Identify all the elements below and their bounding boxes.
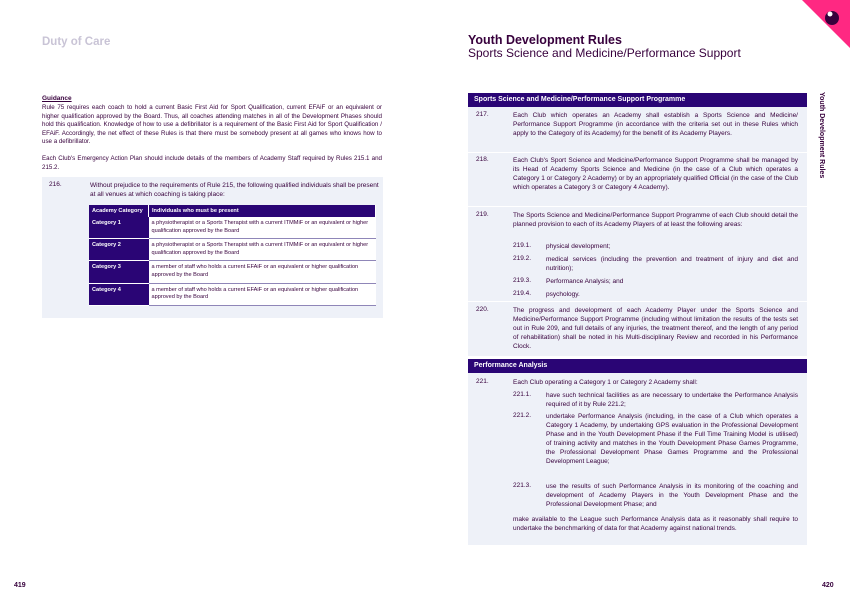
right-page-title: Youth Development Rules xyxy=(468,33,622,47)
right-page-subtitle: Sports Science and Medicine/Performance Support xyxy=(468,46,741,60)
table-row xyxy=(89,217,376,239)
table-cell-category: Category 1 xyxy=(89,217,149,239)
table-cell-individuals: a member of staff who holds a current EFAiF or an equivalent or higher qualification approved by the Board xyxy=(149,283,376,305)
left-page-title: Duty of Care xyxy=(42,36,111,48)
list-item-number: 219.3. xyxy=(513,277,532,284)
rule-221-tail-text: make available to the League such Performance Analysis data as it reasonably shall require to undertake the benchmarking of data for that Academy against national trends. xyxy=(513,516,798,532)
left-page-number: 419 xyxy=(14,582,26,589)
list-item-number: 221.1. xyxy=(513,391,532,398)
divider xyxy=(468,206,807,207)
rule-219-text: The Sports Science and Medicine/Performance Support Programme of each Club should detail the planned provision to each of its Academy Players of at least the following areas: xyxy=(513,212,798,228)
list-item-number: 219.2. xyxy=(513,255,532,262)
list-item: psychology. xyxy=(546,291,580,298)
divider xyxy=(468,301,807,302)
divider xyxy=(468,152,807,153)
side-label-text: Youth Development Rules xyxy=(818,92,825,179)
rule-219-number: 219. xyxy=(476,211,489,218)
rule-218-number: 218. xyxy=(476,156,489,163)
corner-logo-icon xyxy=(790,0,850,48)
rule-217-text: Each Club which operates an Academy shall establish a Sports Science and Medicine/ Performance Support Programme (in accordance with the criteria set out in these Rules which apply to the Category of its Academy) for the benefit of its Academy Players. xyxy=(513,112,798,137)
section-heading-performance-analysis: Performance Analysis xyxy=(468,359,807,373)
rule-216-number: 216. xyxy=(49,181,62,188)
rule-218-text: Each Club's Sport Science and Medicine/Performance Support Programme shall be managed by its Head of Academy Sports Science and Medicine (in the case of a Club which operates a Category 1 or Category 2 Academy) or by an appropriately qualified Official (in the case of the Club which operates a Category 3 or Category 4 Academy). xyxy=(513,157,798,191)
rule-216-text: Without prejudice to the requirements of Rule 215, the following qualified individuals shall be present at all venues at which coaching is taking place: xyxy=(90,182,379,198)
side-label xyxy=(818,92,838,292)
rule-217-number: 217. xyxy=(476,111,489,118)
section-heading-programme: Sports Science and Medicine/Performance Support Programme xyxy=(468,93,807,107)
list-item-number: 221.2. xyxy=(513,412,532,419)
guidance-paragraph-1: Rule 75 requires each coach to hold a current Basic First Aid for Sport Qualification, current EFAiF or an equivalent or higher qualification approved by the Board. Thus, all coaches attending matches in all of the Development Phases should hold this qualification. Knowledge of how to use a defibrillator is a requirement of the Basic First Aid for Sport Qualification / EFAiF. Accordingly, the net effect of these Rules is that there must be somebody present at all games who knows how to use a defibrillator. xyxy=(42,104,382,146)
list-item-number: 219.4. xyxy=(513,290,532,297)
list-item-number: 221.3. xyxy=(513,482,532,489)
qualification-table xyxy=(89,205,376,306)
right-page-number: 420 xyxy=(822,582,834,589)
rule-220-number: 220. xyxy=(476,306,489,313)
rule-220-text: The progress and development of each Academy Player under the Sports Science and Medicine/Performance Support Programme (including without limitation the results of the tests set out in Rule 209, and full details of any injuries, the treatment thereof, and the length of any period of rehabilitation) shall be noted in his Multi-disciplinary Review and recorded in his Performance Clock. xyxy=(513,307,798,350)
table-cell-individuals: a member of staff who holds a current EFAiF or an equivalent or higher qualification approved by the Board xyxy=(149,261,376,283)
list-item: undertake Performance Analysis (including, in the case of a Club which operates a Category 1 Academy, by undertaking GPS evaluation in the Professional Development Phase and in the Youth Development Phase if the Full Time Training Model is utilised) of training activity and matches in the Youth Development Phase Games Programme, the Professional Development Phase Games Programme and the Professional Development League; xyxy=(546,413,798,465)
table-cell-category: Category 3 xyxy=(89,261,149,283)
table-header-category: Academy Category xyxy=(89,205,149,217)
rule-221-number: 221. xyxy=(476,378,489,385)
table-header-row xyxy=(89,205,376,217)
table-row xyxy=(89,239,376,261)
list-item: use the results of such Performance Analysis in its monitoring of the coaching and development of Academy Players in the Youth Development Phase and the Professional Development Phase; and xyxy=(546,483,798,508)
table-cell-individuals: a physiotherapist or a Sports Therapist with a current ITMMiF or an equivalent or higher qualification approved by the Board xyxy=(149,217,376,239)
list-item: have such technical facilities as are necessary to undertake the Performance Analysis required of it by Rule 221.2; xyxy=(546,392,798,408)
list-item: physical development; xyxy=(546,243,611,250)
guidance-heading: Guidance xyxy=(42,95,72,102)
table-cell-category: Category 2 xyxy=(89,239,149,261)
table-row xyxy=(89,261,376,283)
table-header-individuals: Individuals who must be present xyxy=(149,205,376,217)
guidance-paragraph-2: Each Club's Emergency Action Plan should include details of the members of Academy Staff required by Rules 215.1 and 215.2. xyxy=(42,155,382,171)
table-cell-individuals: a physiotherapist or a Sports Therapist with a current ITMMiF or an equivalent or higher qualification approved by the Board xyxy=(149,239,376,261)
list-item: medical services (including the prevention and treatment of injury and diet and nutrition); xyxy=(546,256,798,272)
table-row xyxy=(89,283,376,305)
rule-221-text: Each Club operating a Category 1 or Category 2 Academy shall: xyxy=(513,379,698,386)
table-cell-category: Category 4 xyxy=(89,283,149,305)
list-item: Performance Analysis; and xyxy=(546,278,624,285)
list-item-number: 219.1. xyxy=(513,242,532,249)
